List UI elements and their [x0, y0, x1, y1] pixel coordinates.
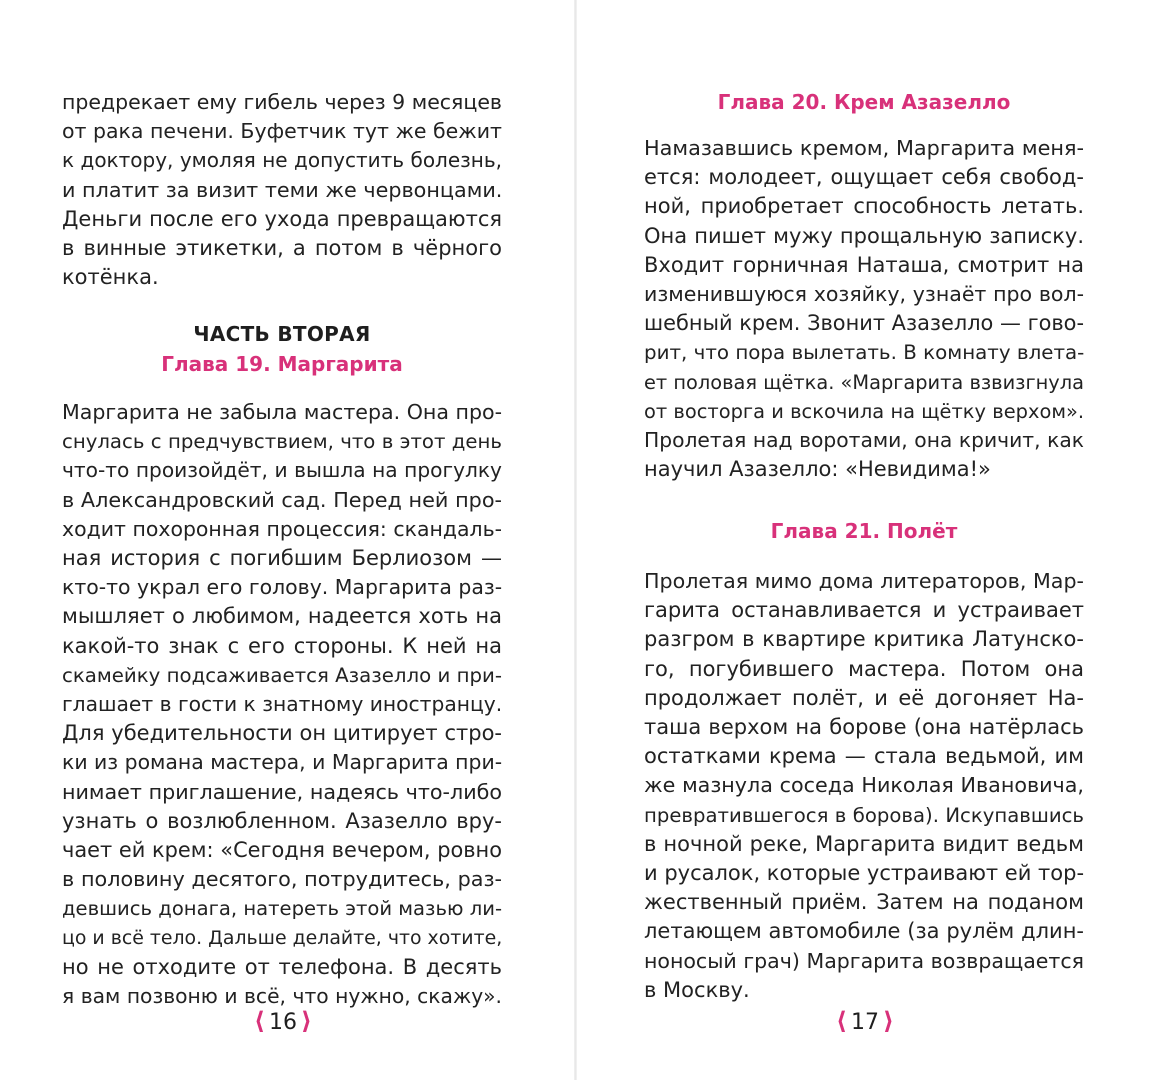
text-line: изменившуюся хозяйку, узнаёт про вол-	[644, 282, 1084, 307]
text-line: в Москву.	[644, 977, 750, 1002]
page-number-bracket-close: ⟩	[883, 1007, 894, 1035]
text-line: жественный приём. Затем на поданом	[644, 890, 1084, 915]
text-line: превратившегося в борова). Искупавшись	[644, 803, 1084, 827]
text-line: что-то произойдёт, и вышла на прогулку	[62, 458, 502, 483]
text-line: чает ей крем: «Сегодня вечером, ровно	[62, 838, 502, 863]
text-line: таша верхом на борове (она натёрлась	[644, 715, 1084, 740]
page-number-value: 16	[269, 1010, 297, 1035]
text-line: Маргарита не забыла мастера. Она про-	[62, 400, 503, 424]
text-line: Для убедительности он цитирует стро-	[62, 721, 502, 746]
chapter-21-paragraph	[644, 567, 1084, 1005]
text-line: Намазавшись кремом, Маргарита меня-	[644, 136, 1084, 160]
chapter-title-20: Глава 20. Крем Азазелло	[717, 90, 1011, 114]
text-line: котёнка.	[62, 265, 159, 290]
page-number-left	[223, 1006, 343, 1038]
text-line: цо и всё тело. Дальше делайте, что хотите,	[62, 926, 503, 949]
text-line: в половину десятого, потрудитесь, раз-	[62, 867, 502, 892]
text-line: летающем автомобиле (за рулём длин-	[644, 919, 1084, 944]
left-page	[0, 0, 575, 1080]
text-line: разгром в квартире критика Латунско-	[644, 627, 1084, 652]
text-line: но не отходите от телефона. В десять	[62, 954, 502, 979]
text-line: Входит горничная Наташа, смотрит на	[644, 252, 1084, 277]
text-line: от рака печени. Буфетчик тут же бежит	[62, 119, 502, 144]
text-line: ходит похоронная процессия: скандаль-	[62, 516, 502, 541]
text-line: скамейку подсаживается Азазелло и при-	[62, 663, 502, 687]
text-line: нимает приглашение, надеясь что-либо	[62, 779, 502, 804]
text-line: ки из романа мастера, и Маргарита при-	[62, 750, 503, 775]
right-page	[576, 0, 1151, 1080]
text-line: кто-то украл его голову. Маргарита раз-	[62, 575, 503, 600]
text-line: ет половая щётка. «Маргарита взвизгнула	[644, 370, 1084, 394]
text-line: и платит за визит теми же червонцами.	[62, 177, 503, 202]
chapter-19-paragraph	[62, 398, 502, 1011]
page-number-bracket-open: ⟨	[254, 1007, 265, 1035]
text-line: ной, приобретает способность летать.	[644, 194, 1084, 219]
text-line: предрекает ему гибель через 9 месяцев	[62, 90, 502, 114]
text-line: Она пишет мужу прощальную записку.	[644, 223, 1084, 248]
text-line: Пролетая мимо дома литераторов, Мар-	[644, 569, 1084, 593]
text-line: Пролетая над воротами, она кричит, как	[644, 428, 1084, 453]
text-line: от восторга и вскочила на щётку верхом».	[644, 399, 1084, 423]
text-line: я вам позвоню и всё, что нужно, скажу».	[62, 984, 502, 1009]
text-line: же мазнула соседа Николая Ивановича,	[644, 773, 1084, 798]
text-line: научил Азазелло: «Невидима!»	[644, 457, 991, 482]
text-line: ется: молодеет, ощущает себя свобод-	[644, 165, 1084, 190]
text-line: к доктору, умоляя не допустить болезнь,	[62, 148, 502, 173]
text-line: глашает в гости к знатному иностранцу.	[62, 692, 503, 717]
text-line: снулась с предчувствием, что в этот день	[62, 430, 502, 454]
text-line: в ночной реке, Маргарита видит ведьм	[644, 831, 1084, 856]
text-line: и русалок, которые устраивают ей тор-	[644, 861, 1085, 886]
text-line: шебный крем. Звонит Азазелло — гово-	[644, 311, 1084, 336]
text-line: остатками крема — стала ведьмой, им	[644, 744, 1084, 769]
text-line: в Александровский сад. Перед ней про-	[62, 487, 502, 512]
text-line: какой-то знак с его стороны. К ней на	[62, 633, 502, 658]
text-line: в винные этикетки, а потом в чёрного	[62, 236, 502, 261]
chapter-title-19: Глава 19. Маргарита	[161, 352, 403, 376]
text-line: продолжает полёт, и её догоняет На-	[644, 685, 1084, 710]
text-line: рит, что пора вылетать. В комнату влета-	[644, 341, 1085, 365]
text-line: Деньги после его ухода превращаются	[62, 206, 502, 231]
page-number-value: 17	[851, 1010, 879, 1035]
page-number-right	[805, 1006, 925, 1038]
page-number-bracket-close: ⟩	[301, 1007, 312, 1035]
chapter-20-paragraph	[644, 134, 1084, 484]
continuation-paragraph	[62, 88, 502, 292]
text-line: узнать о возлюбленном. Азазелло вру-	[62, 808, 502, 833]
chapter-title-21: Глава 21. Полёт	[770, 519, 958, 543]
text-line: девшись донага, натереть этой мазью ли-	[62, 897, 503, 921]
text-line: гарита останавливается и устраивает	[644, 598, 1084, 623]
part-title: ЧАСТЬ ВТОРАЯ	[193, 322, 371, 346]
text-line: ноносый грач) Маргарита возвращается	[644, 948, 1084, 973]
text-line: го, погубившего мастера. Потом она	[644, 656, 1084, 681]
text-line: ная история с погибшим Берлиозом —	[62, 546, 502, 571]
page-number-bracket-open: ⟨	[836, 1007, 847, 1035]
text-line: мышляет о любимом, надеется хоть на	[62, 604, 502, 629]
